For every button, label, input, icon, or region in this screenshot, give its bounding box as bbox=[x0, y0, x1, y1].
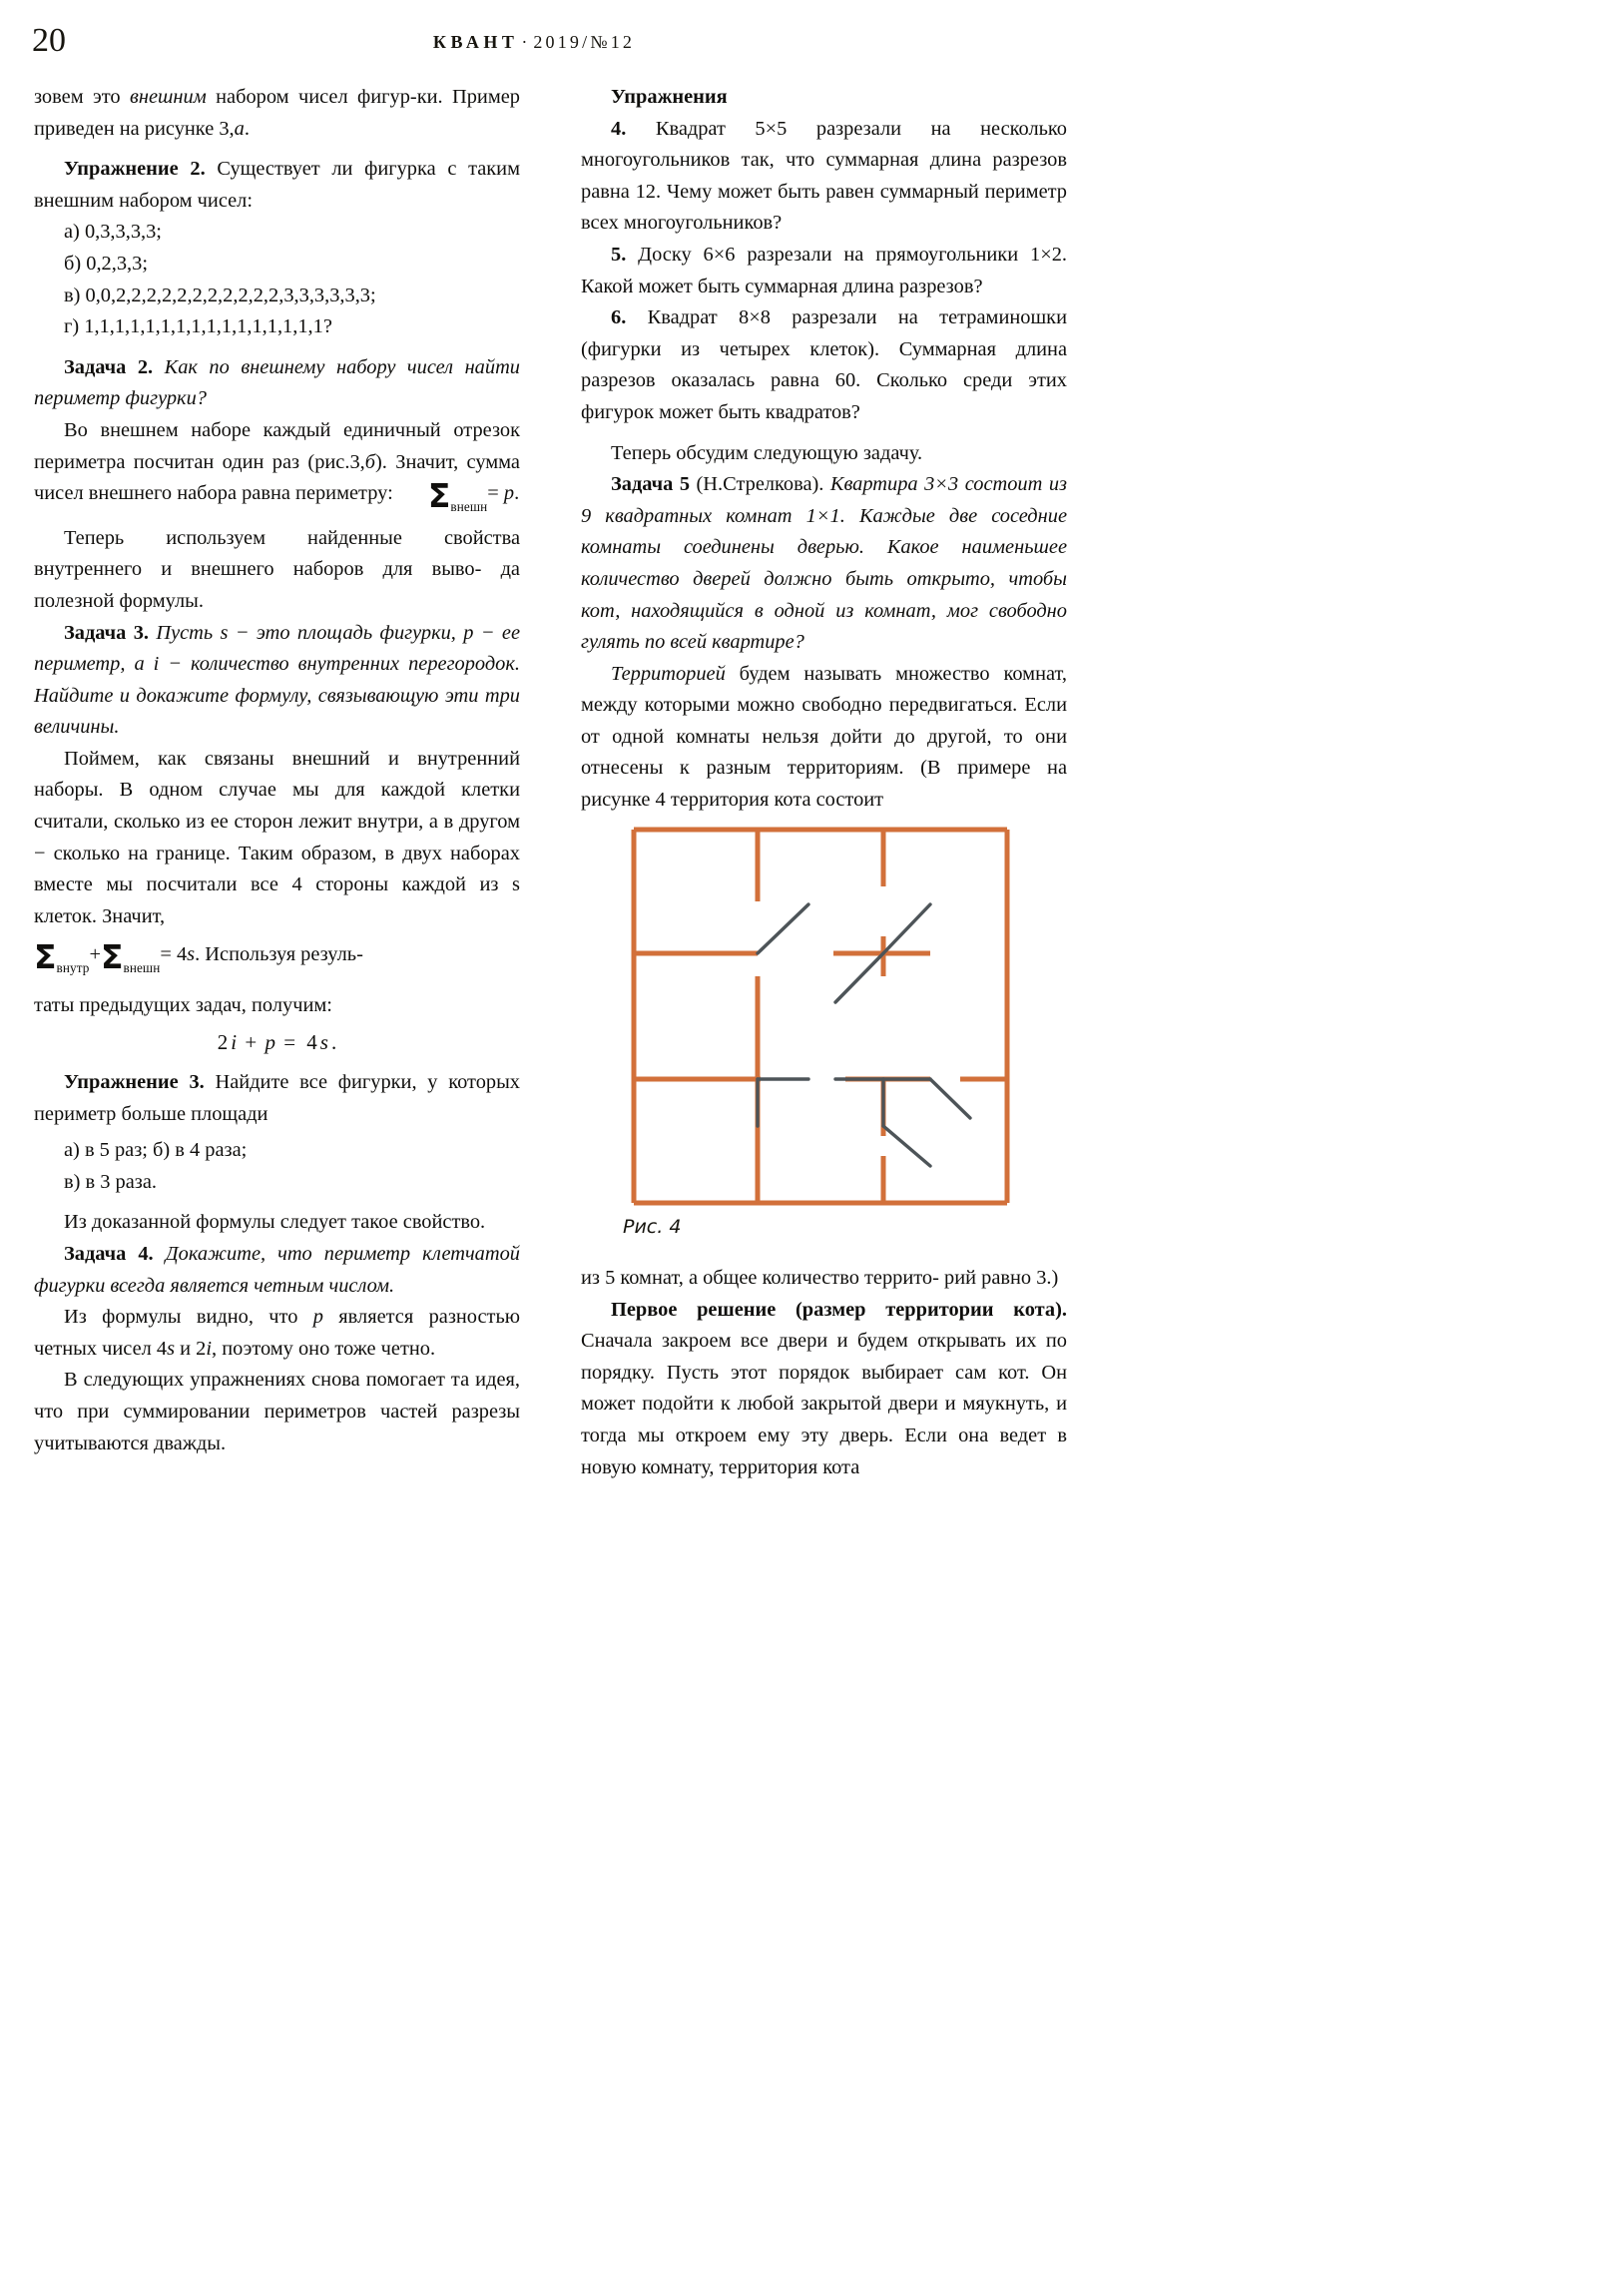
exercise-2-item-v: в) 0,0,2,2,2,2,2,2,2,2,2,2,2,3,3,3,3,3,3; bbox=[64, 284, 376, 306]
text-run: Во внешнем наборе каждый единичный bbox=[64, 418, 441, 441]
text-run: ки. Пример приведен на рисунке 3, bbox=[34, 86, 520, 140]
paragraph-formula-shows bbox=[34, 1302, 520, 1365]
paragraph-now-discuss: Теперь обсудим следующую задачу. bbox=[611, 441, 923, 464]
task-5-author: (Н.Стрелкова). bbox=[690, 473, 824, 496]
text-run: . bbox=[514, 482, 520, 505]
exercise-item-5 bbox=[581, 240, 1067, 302]
sigma-icon: Σ bbox=[427, 476, 451, 516]
exercise-item-4 bbox=[581, 114, 1067, 240]
exercise-3-paragraph bbox=[34, 1067, 520, 1130]
figure-ref-letter: а bbox=[234, 117, 245, 140]
paragraph-results: таты предыдущих задач, получим: bbox=[34, 994, 332, 1017]
plus-operator: + bbox=[240, 1030, 263, 1055]
paragraph-understand: Поймем, как связаны внешний и внутренний наборы. В одном случае мы для каждой клетки считали, сколько из ее сторон лежит внутри, а в другом − сколько на границе. Таким образом, в двух наборах вместе мы посчитали все 4 стороны каждой из s клеток. Значит, bbox=[34, 747, 520, 927]
text-run: Существует ли фигурка с bbox=[205, 158, 457, 181]
exercise-2-item-a: а) 0,3,3,3,3; bbox=[64, 221, 162, 244]
text-run: является разностью четных чисел 4 bbox=[34, 1306, 520, 1360]
exercise-6-number: 6. bbox=[611, 306, 627, 329]
text-run: отрезок периметра посчитан один раз bbox=[34, 418, 520, 473]
sum-external bbox=[100, 937, 161, 990]
task-3-statement: Пусть s − это площадь фигурки, p − ее периметр, а i − количество внутренних перегородок. Найдите и докажите формулу, связывающую эти три величины. bbox=[34, 621, 520, 739]
text-run: будем называть множество комнат, между которыми можно свободно передвигаться. Если от одной комнаты нельзя дойти до другой, то они отнесены к разным территориям. (В примере на рисунке 4 территория кота состоит bbox=[581, 662, 1067, 812]
display-formula-2i-p-4s bbox=[34, 1022, 520, 1062]
open-door-leaves bbox=[758, 904, 970, 1166]
text-run: которых периметр больше площади bbox=[34, 1071, 520, 1125]
term-territory: Территорией bbox=[611, 662, 726, 685]
paragraph-continued bbox=[34, 82, 520, 145]
variable-p: p bbox=[312, 1306, 323, 1329]
variable-s: s bbox=[187, 943, 196, 966]
exercise-5-text: Доску 6×6 разрезали на прямоугольники 1×2. Какой может быть суммарная длина разрезов? bbox=[581, 243, 1067, 297]
sum-external-formula bbox=[398, 476, 488, 523]
variable-p: p bbox=[503, 482, 515, 505]
text-run: набором чисел фигур- bbox=[206, 86, 417, 108]
header-separator: · bbox=[521, 32, 531, 52]
text-run: Из формулы видно, что bbox=[64, 1306, 313, 1329]
text-run: и 2 bbox=[175, 1337, 207, 1360]
variable-p: p bbox=[265, 1030, 275, 1055]
exercise-4-number: 4. bbox=[611, 117, 627, 140]
figure-4-block bbox=[581, 827, 1067, 1238]
text-run: набора равна периметру: bbox=[177, 482, 393, 505]
apartment-grid-diagram bbox=[631, 827, 1010, 1206]
inner-walls bbox=[634, 830, 1007, 1203]
task-5-lead: Задача 5 bbox=[611, 473, 691, 496]
text-run: свойство. bbox=[402, 1211, 486, 1234]
figure-caption: Рис. 4 bbox=[623, 1216, 682, 1238]
text-run: рий равно 3.) bbox=[944, 1267, 1059, 1289]
task-2-paragraph bbox=[34, 352, 520, 415]
exercise-3-item-v: в) в 3 раза. bbox=[64, 1170, 157, 1193]
sigma-subscript: внешн bbox=[123, 960, 161, 976]
text-run: (рис.3, bbox=[307, 450, 365, 473]
exercise-4-text: Квадрат 5×5 разрезали на несколько многоугольников так, что суммарная длина разрезов равна 12. Чему может быть равен суммарный периметр всех многоугольников? bbox=[581, 117, 1067, 235]
exercise-2-paragraph bbox=[34, 154, 520, 217]
sigma-icon: Σ bbox=[100, 937, 124, 977]
text-run: Из доказанной формулы следует такое bbox=[64, 1211, 398, 1234]
variable-s: s bbox=[167, 1337, 176, 1360]
paragraph-after-figure bbox=[581, 1263, 1067, 1295]
text-run: = bbox=[487, 482, 504, 505]
text-run: внутреннего и внешнего наборов для выво- bbox=[34, 558, 482, 581]
sigma-subscript: внутр bbox=[56, 960, 90, 976]
text-run: зовем это bbox=[34, 86, 130, 108]
right-column bbox=[581, 82, 1067, 817]
task-4-lead: Задача 4. bbox=[64, 1243, 154, 1265]
sigma-subscript: внешн bbox=[450, 499, 488, 515]
issue-label: 2019/№12 bbox=[533, 32, 636, 52]
text-run: , поэтому оно тоже четно. bbox=[212, 1337, 436, 1360]
exercise-2-item-g: г) 1,1,1,1,1,1,1,1,1,1,1,1,1,1,1,1? bbox=[64, 315, 332, 338]
text-run: да полезной формулы. bbox=[34, 558, 520, 612]
page-header bbox=[0, 22, 1068, 66]
exercise-3-lead: Упражнение 3. bbox=[64, 1071, 205, 1094]
plus-operator: + bbox=[89, 943, 101, 966]
magazine-page bbox=[0, 0, 1068, 1535]
task-2-lead: Задача 2. bbox=[64, 355, 154, 378]
paragraph-next-exercises: В следующих упражнениях снова помогает та идея, что при суммировании периметров частей разрезы учитываются дважды. bbox=[34, 1369, 520, 1454]
coefficient-2: 2 bbox=[217, 1030, 229, 1055]
coefficient-4: 4 bbox=[306, 1030, 317, 1055]
left-column bbox=[34, 82, 520, 1459]
solution-1-lead: Первое решение (размер территории кота). bbox=[611, 1298, 1067, 1321]
text-run: . bbox=[244, 117, 250, 140]
sum-internal bbox=[34, 937, 90, 990]
task-2-statement: Как по внешнему набору чисел найти периметр фигурки? bbox=[34, 355, 520, 410]
exercise-2-lead: Упражнение 2. bbox=[64, 158, 206, 181]
variable-i: i bbox=[231, 1030, 238, 1055]
exercise-2-item-b: б) 0,2,3,3; bbox=[64, 252, 149, 275]
figure-ref-letter: б bbox=[364, 450, 376, 473]
paragraph-property bbox=[34, 1207, 520, 1239]
magazine-title: КВАНТ bbox=[432, 32, 519, 52]
text-run: из 5 комнат, а общее количество террито- bbox=[581, 1267, 939, 1289]
equals-operator: = 4 bbox=[160, 943, 188, 966]
task-5-statement: Квартира 3×3 состоит из 9 квадратных комнат 1×1. Каждые две соседние комнаты соединены дверью. Какое наименьшее количество дверей должно быть открыто, чтобы кот, находящийся в одной из комнат, мог свободно гулять по всей квартире? bbox=[581, 473, 1067, 654]
solution-1-paragraph bbox=[581, 1295, 1067, 1484]
sigma-icon: Σ bbox=[34, 937, 57, 977]
exercises-heading: Упражнения bbox=[611, 86, 728, 108]
task-4-paragraph bbox=[34, 1239, 520, 1302]
right-column-lower bbox=[581, 1263, 1067, 1483]
equals-operator: = bbox=[277, 1030, 301, 1055]
running-head bbox=[0, 32, 1068, 53]
solution-1-text: Сначала закроем все двери и будем открывать их по порядку. Пусть этот порядок выбирает сам кот. Он может подойти к любой закрытой двери и мяукнуть, и тогда мы откроем ему эту дверь. Если она ведет в новую комнату, территория кота bbox=[581, 1330, 1067, 1478]
text-run: Найдите все фигурки, у bbox=[204, 1071, 438, 1094]
text-run: таким внешним набором чисел: bbox=[34, 158, 520, 212]
exercise-5-number: 5. bbox=[611, 243, 627, 266]
task-3-paragraph bbox=[34, 618, 520, 744]
exercise-3-item-ab: а) в 5 раз; б) в 4 раза; bbox=[64, 1139, 248, 1162]
sum-identity-formula bbox=[34, 932, 520, 990]
text-run: Теперь используем найденные свойства bbox=[64, 526, 520, 549]
text-run: . Используя резуль- bbox=[195, 943, 363, 966]
text-run: ). Значит, сумма чисел внешнего bbox=[34, 450, 520, 505]
figure-4-canvas bbox=[631, 827, 1010, 1206]
period: . bbox=[330, 1030, 337, 1055]
paragraph-territory bbox=[581, 659, 1067, 817]
exercise-item-6 bbox=[581, 302, 1067, 428]
variable-s: s bbox=[319, 1030, 328, 1055]
task-3-lead: Задача 3. bbox=[64, 621, 149, 644]
exercise-6-text: Квадрат 8×8 разрезали на тетраминошки (фигурки из четырех клеток). Суммарная длина разрезов оказалась равна 60. Сколько среди этих фигурок может быть квадратов? bbox=[581, 306, 1067, 423]
paragraph-external-set bbox=[34, 415, 520, 523]
task-4-statement: Докажите, что периметр клетчатой фигурки всегда является четным числом. bbox=[34, 1243, 520, 1297]
emphasis-vneshnim: внешним bbox=[129, 86, 207, 108]
outer-walls bbox=[634, 830, 1007, 1203]
task-5-paragraph bbox=[581, 469, 1067, 659]
variable-i: i bbox=[206, 1337, 213, 1360]
paragraph-now-use bbox=[34, 523, 520, 618]
page-number: 20 bbox=[32, 22, 66, 59]
